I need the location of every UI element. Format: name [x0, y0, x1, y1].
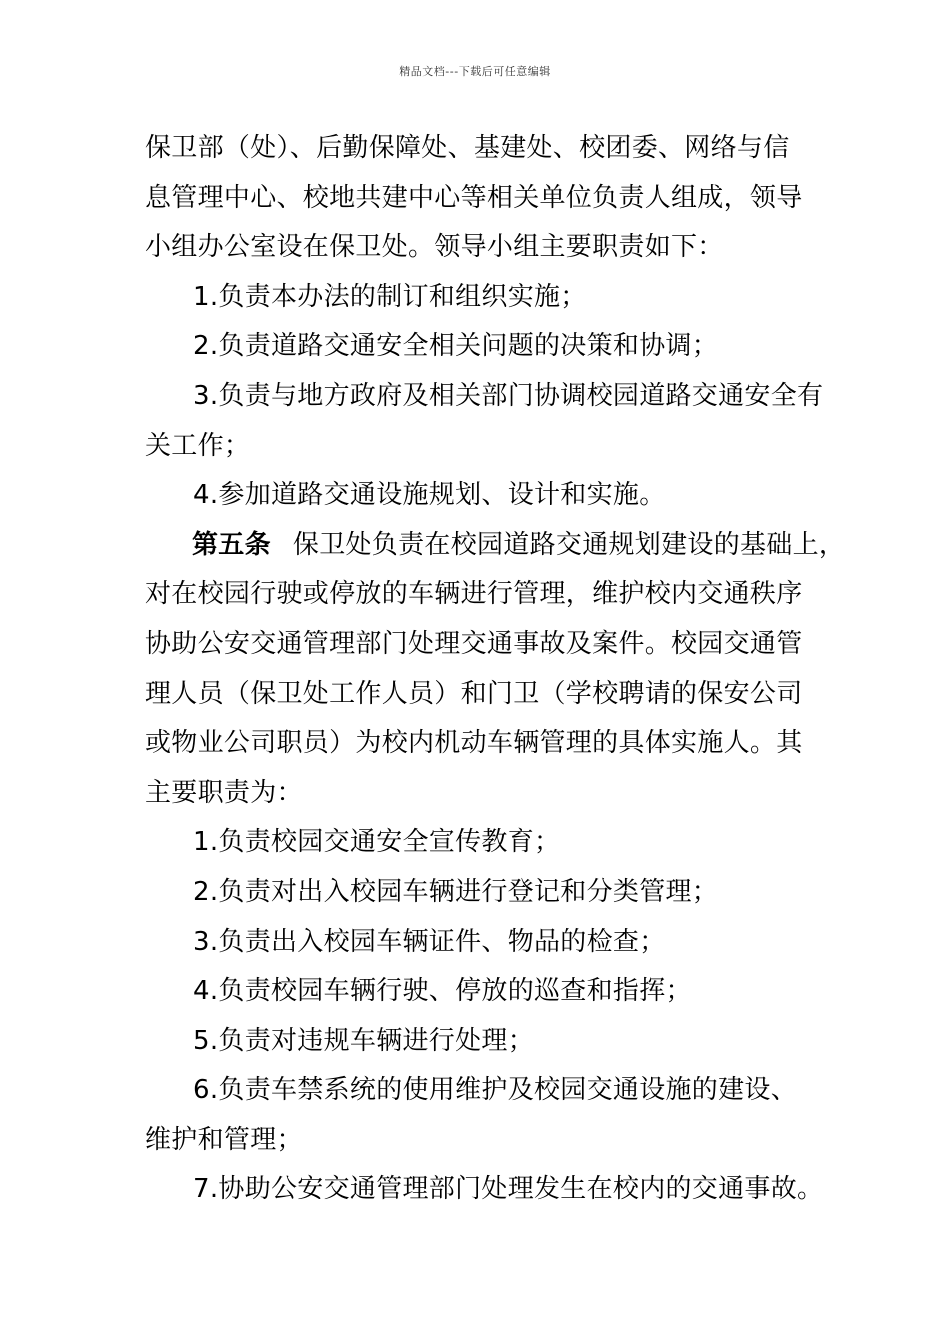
paragraph-line: 或物业公司职员）为校内机动车辆管理的具体实施人。其 — [145, 728, 803, 759]
document-body — [145, 124, 846, 1215]
article-line — [145, 521, 846, 571]
paragraph-line: 主要职责为： — [145, 777, 303, 808]
paragraph-line: 息管理中心、校地共建中心等相关单位负责人组成，领导 — [145, 182, 803, 213]
paragraph-line: 对在校园行驶或停放的车辆进行管理，维护校内交通秩序 — [145, 579, 803, 610]
list-item: 5.负责对违规车辆进行处理； — [193, 1025, 535, 1056]
list-item: 2.负责道路交通安全相关问题的决策和协调； — [193, 331, 719, 362]
paragraph-line: 保卫部（处）、后勤保障处、基建处、校团委、网络与信 — [145, 133, 790, 163]
page-header: 精品文档---下载后可任意编辑 — [399, 65, 551, 78]
list-item: 2.负责对出入校园车辆进行登记和分类管理； — [193, 876, 719, 907]
list-item: 1.负责校园交通安全宣传教育； — [193, 827, 561, 858]
paragraph-line: 协助公安交通管理部门处理交通事故及案件。校园交通管 — [145, 628, 803, 659]
article-text: 保卫处负责在校园道路交通规划建设的基础上， — [292, 529, 846, 560]
paragraph-line: 关工作； — [145, 430, 251, 461]
list-item: 6.负责车禁系统的使用维护及校园交通设施的建设、 — [193, 1075, 798, 1106]
paragraph-line: 维护和管理； — [145, 1124, 303, 1155]
paragraph-line: 小组办公室设在保卫处。领导小组主要职责如下： — [145, 232, 724, 263]
list-item: 3.负责与地方政府及相关部门协调校园道路交通安全有 — [193, 380, 824, 411]
article-title: 第五条 — [192, 529, 271, 560]
list-item: 3.负责出入校园车辆证件、物品的检查； — [193, 926, 666, 957]
list-item: 7.协助公安交通管理部门处理发生在校内的交通事故。 — [193, 1174, 824, 1205]
list-item: 1.负责本办法的制订和组织实施； — [193, 281, 587, 312]
list-item: 4.负责校园车辆行驶、停放的巡查和指挥； — [193, 976, 692, 1007]
paragraph-line: 理人员（保卫处工作人员）和门卫（学校聘请的保安公司 — [145, 678, 803, 709]
list-item: 4.参加道路交通设施规划、设计和实施。 — [193, 480, 666, 511]
